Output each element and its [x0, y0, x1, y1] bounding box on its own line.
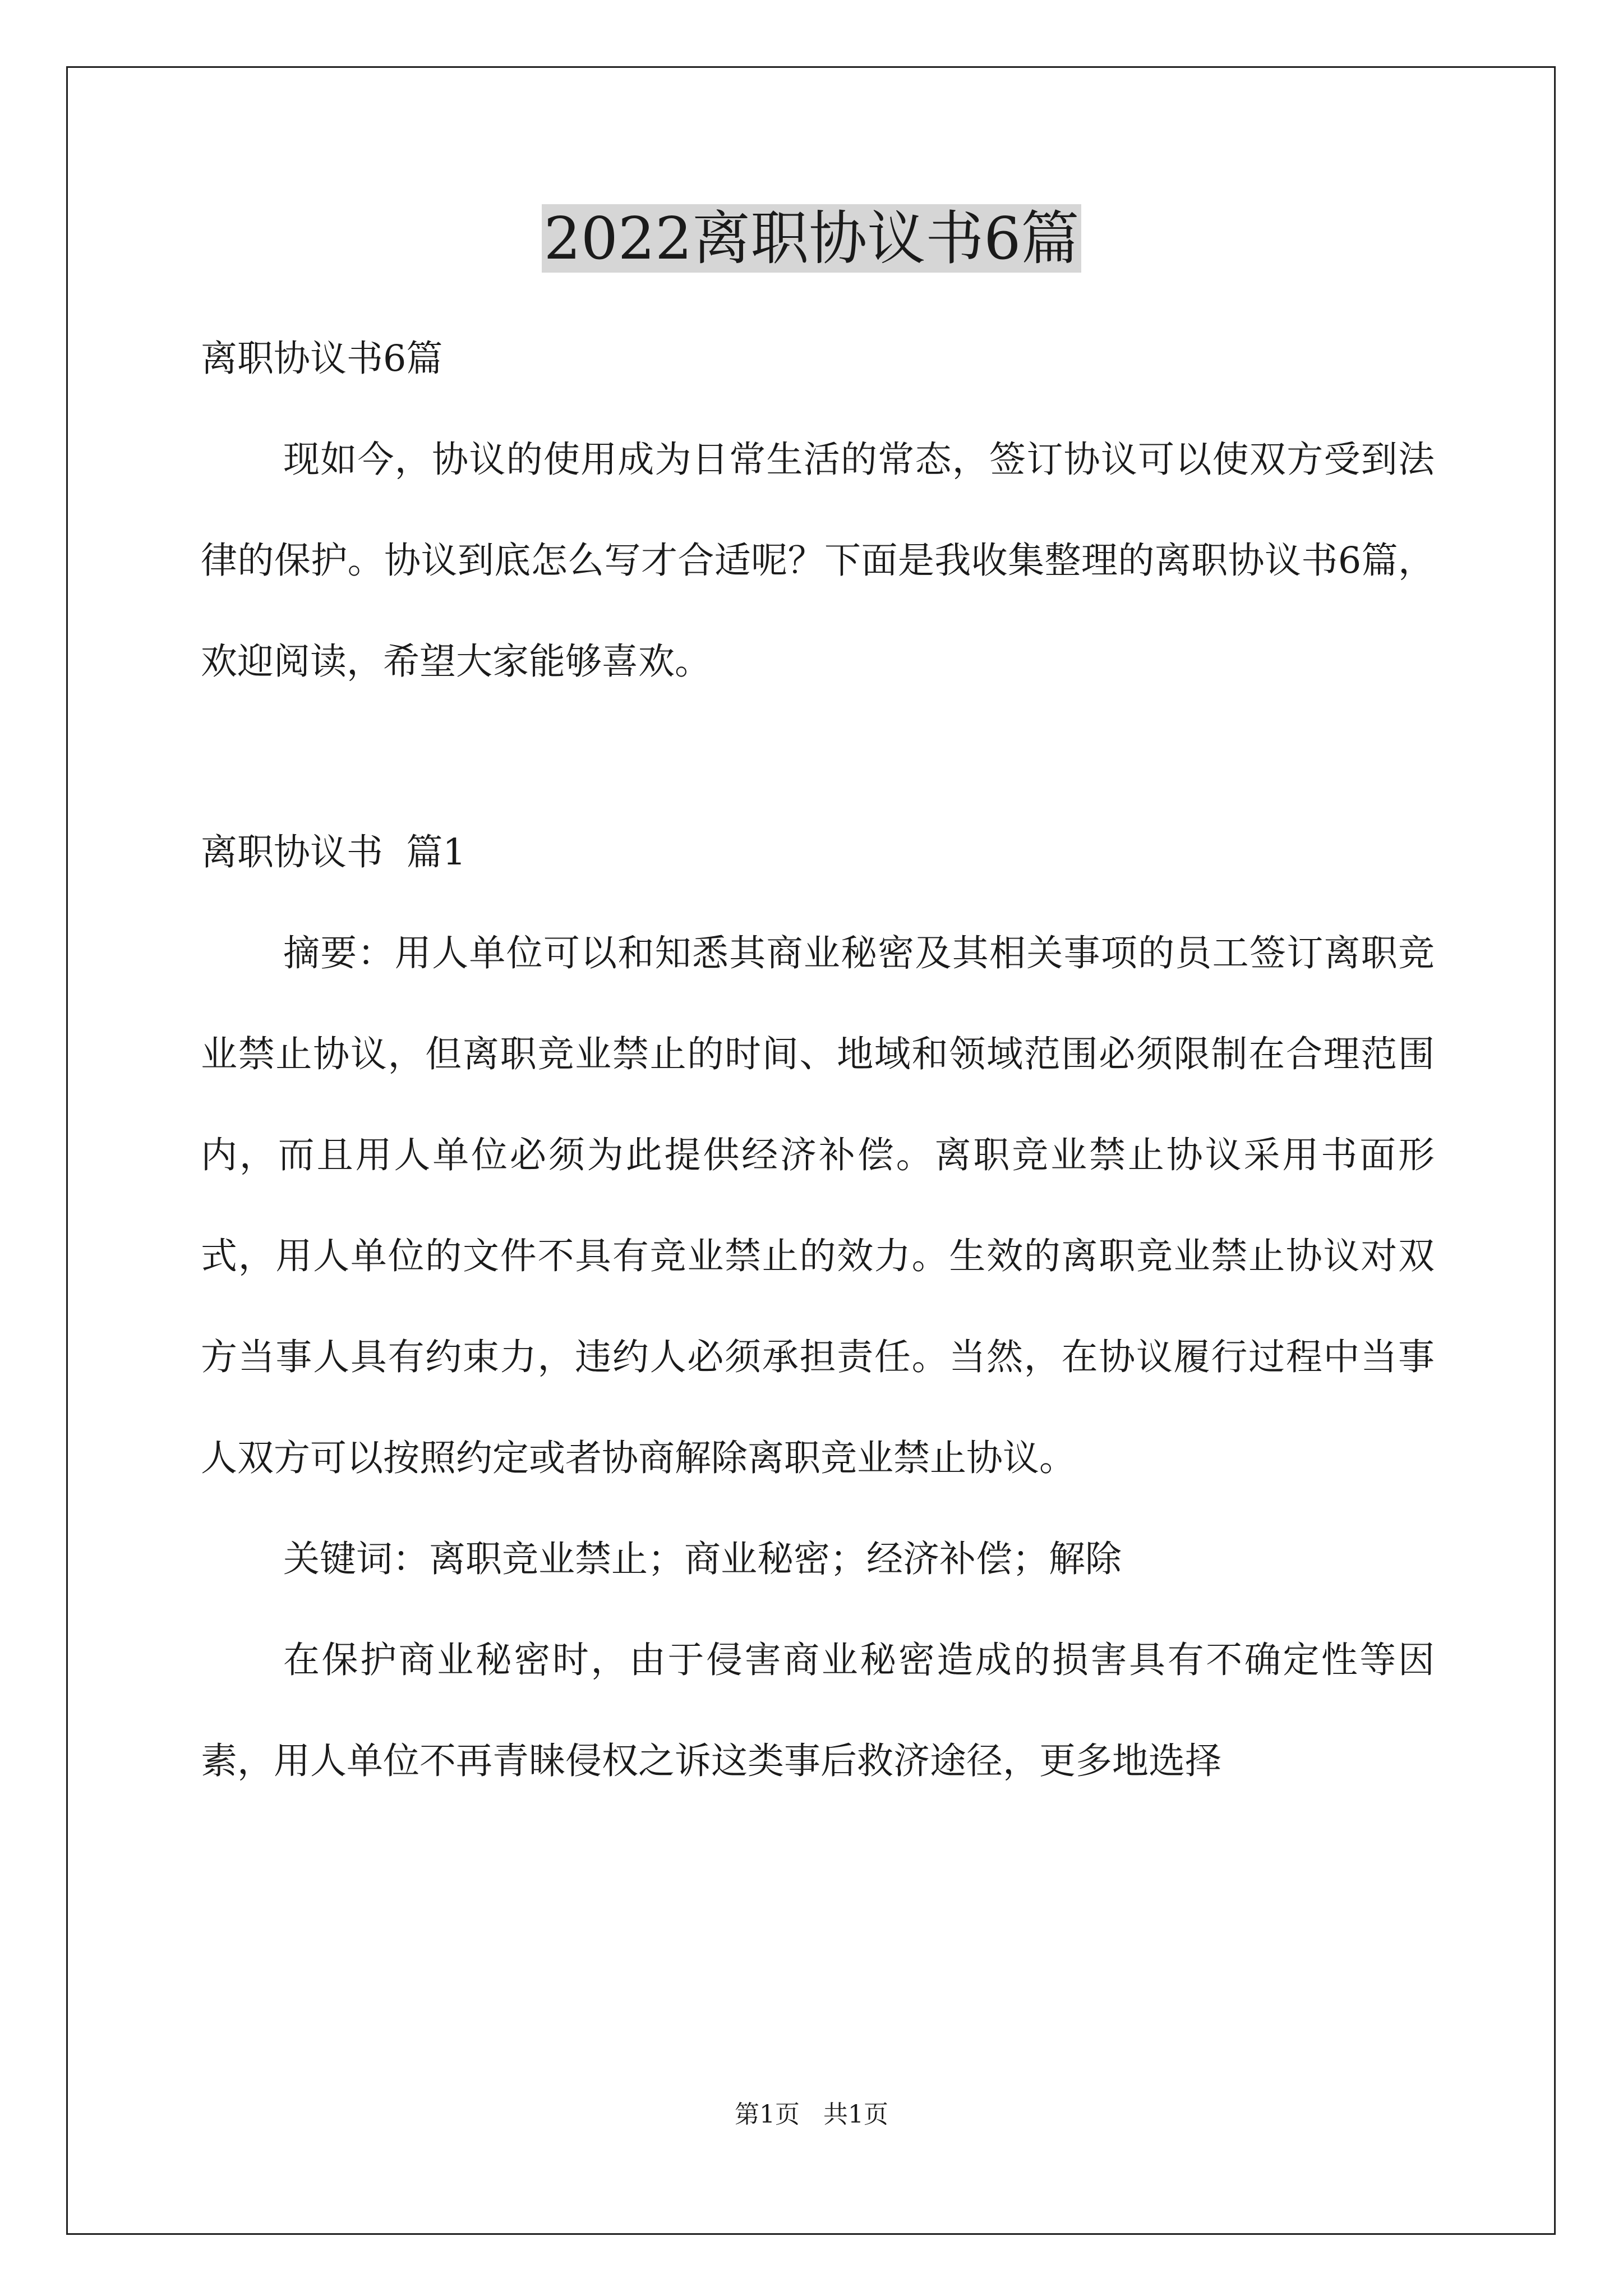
body-paragraph: 在保护商业秘密时，由于侵害商业秘密造成的损害具有不确定性等因素，用人单位不再青睐侵权之诉这类事后救济途径，更多地选择	[201, 1639, 1435, 1782]
section-heading: 离职协议书 篇1	[201, 831, 466, 873]
abstract-paragraph: 摘要：用人单位可以和知悉其商业秘密及其相关事项的员工签订离职竞业禁止协议，但离职竞业禁止的时间、地域和领域范围必须限制在合理范围内，而且用人单位必须为此提供经济补偿。离职竞业禁止协议采用书面形式，用人单位的文件不具有竞业禁止的效力。生效的离职竞业禁止协议对双方当事人具有约束力，违约人必须承担责任。当然，在协议履行过程中当事人双方可以按照约定或者协商解除离职竞业禁止协议。	[201, 932, 1435, 1479]
page-footer: 第1页 共1页	[735, 2100, 888, 2129]
keywords-paragraph: 关键词：离职竞业禁止；商业秘密；经济补偿；解除	[283, 1538, 1122, 1580]
document-title-text: 2022离职协议书6篇	[542, 204, 1082, 273]
intro-paragraph: 现如今，协议的使用成为日常生活的常态，签订协议可以使双方受到法律的保护。协议到底怎么写才合适呢？下面是我收集整理的离职协议书6篇，欢迎阅读，希望大家能够喜欢。	[201, 439, 1435, 683]
section-gap	[201, 712, 1435, 802]
document-title	[0, 199, 1623, 278]
document-body	[201, 309, 1435, 1812]
subtitle: 离职协议书6篇	[201, 338, 443, 380]
